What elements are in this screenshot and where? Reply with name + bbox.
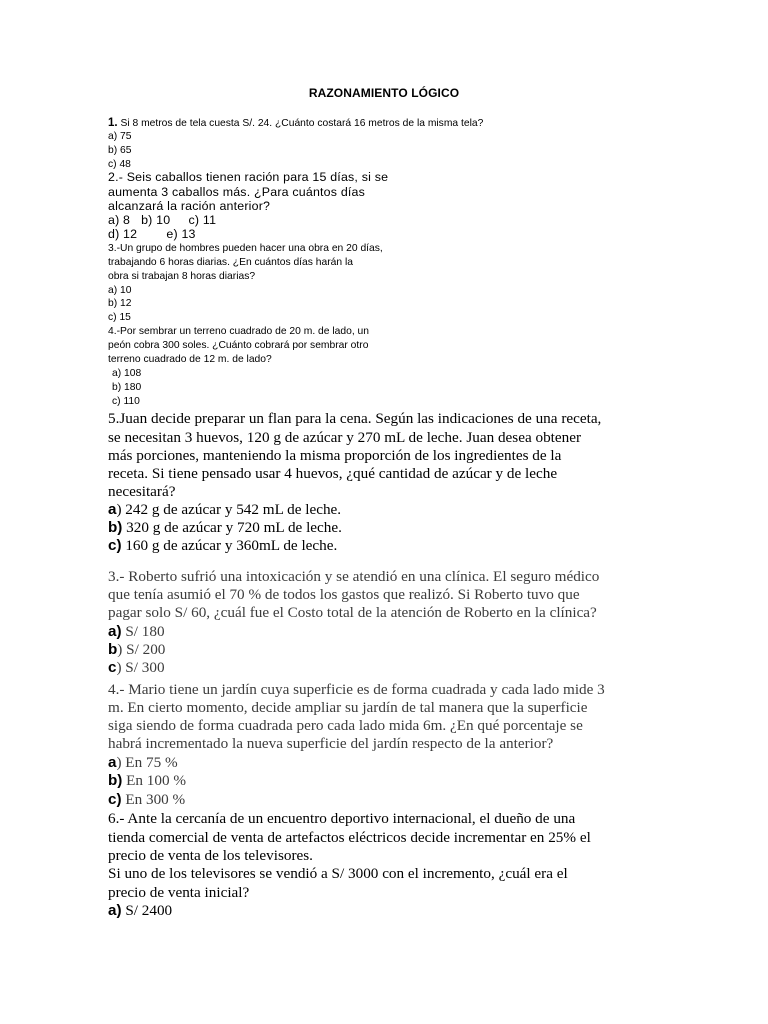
option-letter: b xyxy=(108,641,118,658)
option-c: c) 110 xyxy=(112,396,140,407)
option-letter: b) xyxy=(108,519,123,536)
question-1-body: Si 8 metros de tela cuesta S/. 24. ¿Cuánto costará 16 metros de la misma tela? xyxy=(120,118,484,129)
options-line: a) 8 b) 10 c) 11 xyxy=(108,213,217,227)
question-text-line: pagar solo S/ 60, ¿cuál fue el Costo total de la atención de Roberto en la clínica? xyxy=(108,604,597,621)
question-text-line: 4.- Mario tiene un jardín cuya superficie es de forma cuadrada y cada lado mide 3 xyxy=(108,681,605,698)
question-text-line: alcanzará la ración anterior? xyxy=(108,199,271,213)
option-text: ) S/ 300 xyxy=(116,659,165,676)
question-text-line: Si uno de los televisores se vendió a S/ 3000 con el incremento, ¿cuál era el xyxy=(108,865,568,882)
question-text-line: m. En cierto momento, decide ampliar su jardín de tal manera que la superficie xyxy=(108,699,588,716)
option-letter: a) xyxy=(108,902,122,919)
question-text-line: obra si trabajan 8 horas diarias? xyxy=(108,271,256,282)
question-text-line: precio de venta de los televisores. xyxy=(108,847,313,864)
option-text: S/ 180 xyxy=(121,623,165,640)
option-b: b) 65 xyxy=(108,145,132,156)
question-1-text xyxy=(108,117,483,129)
option-letter: c xyxy=(108,659,117,676)
option-c xyxy=(108,791,185,809)
option-b xyxy=(108,772,186,790)
option-c xyxy=(108,659,165,677)
question-text-line: aumenta 3 caballos más. ¿Para cuántos días xyxy=(108,185,366,199)
option-letter: a xyxy=(108,501,117,518)
question-text-line: 5.Juan decide preparar un flan para la cena. Según las indicaciones de una receta, xyxy=(108,410,602,427)
question-text-line: necesitará? xyxy=(108,483,176,500)
option-b: b) 180 xyxy=(112,382,142,393)
option-b: b) 12 xyxy=(108,298,132,309)
question-text-line: 2.- Seis caballos tienen ración para 15 días, si se xyxy=(108,170,389,184)
question-text-line: siga siendo de forma cuadrada pero cada lado mida 6m. ¿En qué porcentaje se xyxy=(108,717,583,734)
question-text-line: peón cobra 300 soles. ¿Cuánto cobrará por sembrar otro xyxy=(108,340,369,351)
page-title: RAZONAMIENTO LÓGICO xyxy=(308,86,460,100)
question-text-line: receta. Si tiene pensado usar 4 huevos, ¿qué cantidad de azúcar y de leche xyxy=(108,465,558,482)
option-a xyxy=(108,623,165,641)
option-letter: a xyxy=(108,754,117,771)
option-a: a) 75 xyxy=(108,131,132,142)
option-text: ) En 75 % xyxy=(116,754,178,771)
question-text-line: 3.- Roberto sufrió una intoxicación y se atendió en una clínica. El seguro médico xyxy=(108,568,600,585)
question-1-number: 1. xyxy=(108,117,118,129)
option-c: c) 15 xyxy=(108,312,131,323)
question-text-line: más porciones, manteniendo la misma proporción de los ingredientes de la xyxy=(108,447,562,464)
option-text: ) S/ 200 xyxy=(117,641,166,658)
option-c xyxy=(108,537,337,555)
question-text-line: que tenía asumió el 70 % de todos los gastos que realizó. Si Roberto tuvo que xyxy=(108,586,580,603)
option-letter: b) xyxy=(108,772,123,789)
option-a: a) 10 xyxy=(108,285,132,296)
question-text-line: se necesitan 3 huevos, 120 g de azúcar y 270 mL de leche. Juan desea obtener xyxy=(108,429,582,446)
option-text: ) 242 g de azúcar y 542 mL de leche. xyxy=(116,501,342,518)
question-text-line: habrá incrementado la nueva superficie del jardín respecto de la anterior? xyxy=(108,735,554,752)
option-letter: c) xyxy=(108,791,122,808)
question-text-line: tienda comercial de venta de artefactos eléctricos decide incrementar en 25% el xyxy=(108,829,591,846)
option-text: 160 g de azúcar y 360mL de leche. xyxy=(121,537,338,554)
option-a: a) 108 xyxy=(112,368,142,379)
option-text: En 100 % xyxy=(122,772,187,789)
question-text-line: 4.-Por sembrar un terreno cuadrado de 20 m. de lado, un xyxy=(108,326,370,337)
option-text: 320 g de azúcar y 720 mL de leche. xyxy=(122,519,342,536)
options-line: d) 12 e) 13 xyxy=(108,227,196,241)
question-text-line: 3.-Un grupo de hombres pueden hacer una obra en 20 días, xyxy=(108,243,383,254)
question-text-line: trabajando 6 horas diarias. ¿En cuántos días harán la xyxy=(108,257,353,268)
question-text-line: 6.- Ante la cercanía de un encuentro deportivo internacional, el dueño de una xyxy=(108,810,576,827)
option-a xyxy=(108,754,178,772)
option-text: S/ 2400 xyxy=(121,902,173,919)
option-c: c) 48 xyxy=(108,159,131,170)
option-a xyxy=(108,501,341,519)
option-a xyxy=(108,902,172,920)
option-b xyxy=(108,641,165,659)
question-text-line: terreno cuadrado de 12 m. de lado? xyxy=(108,354,272,365)
option-text: En 300 % xyxy=(121,791,186,808)
option-letter: c) xyxy=(108,537,122,554)
option-b xyxy=(108,519,342,537)
option-letter: a) xyxy=(108,623,122,640)
question-text-line: precio de venta inicial? xyxy=(108,884,250,901)
